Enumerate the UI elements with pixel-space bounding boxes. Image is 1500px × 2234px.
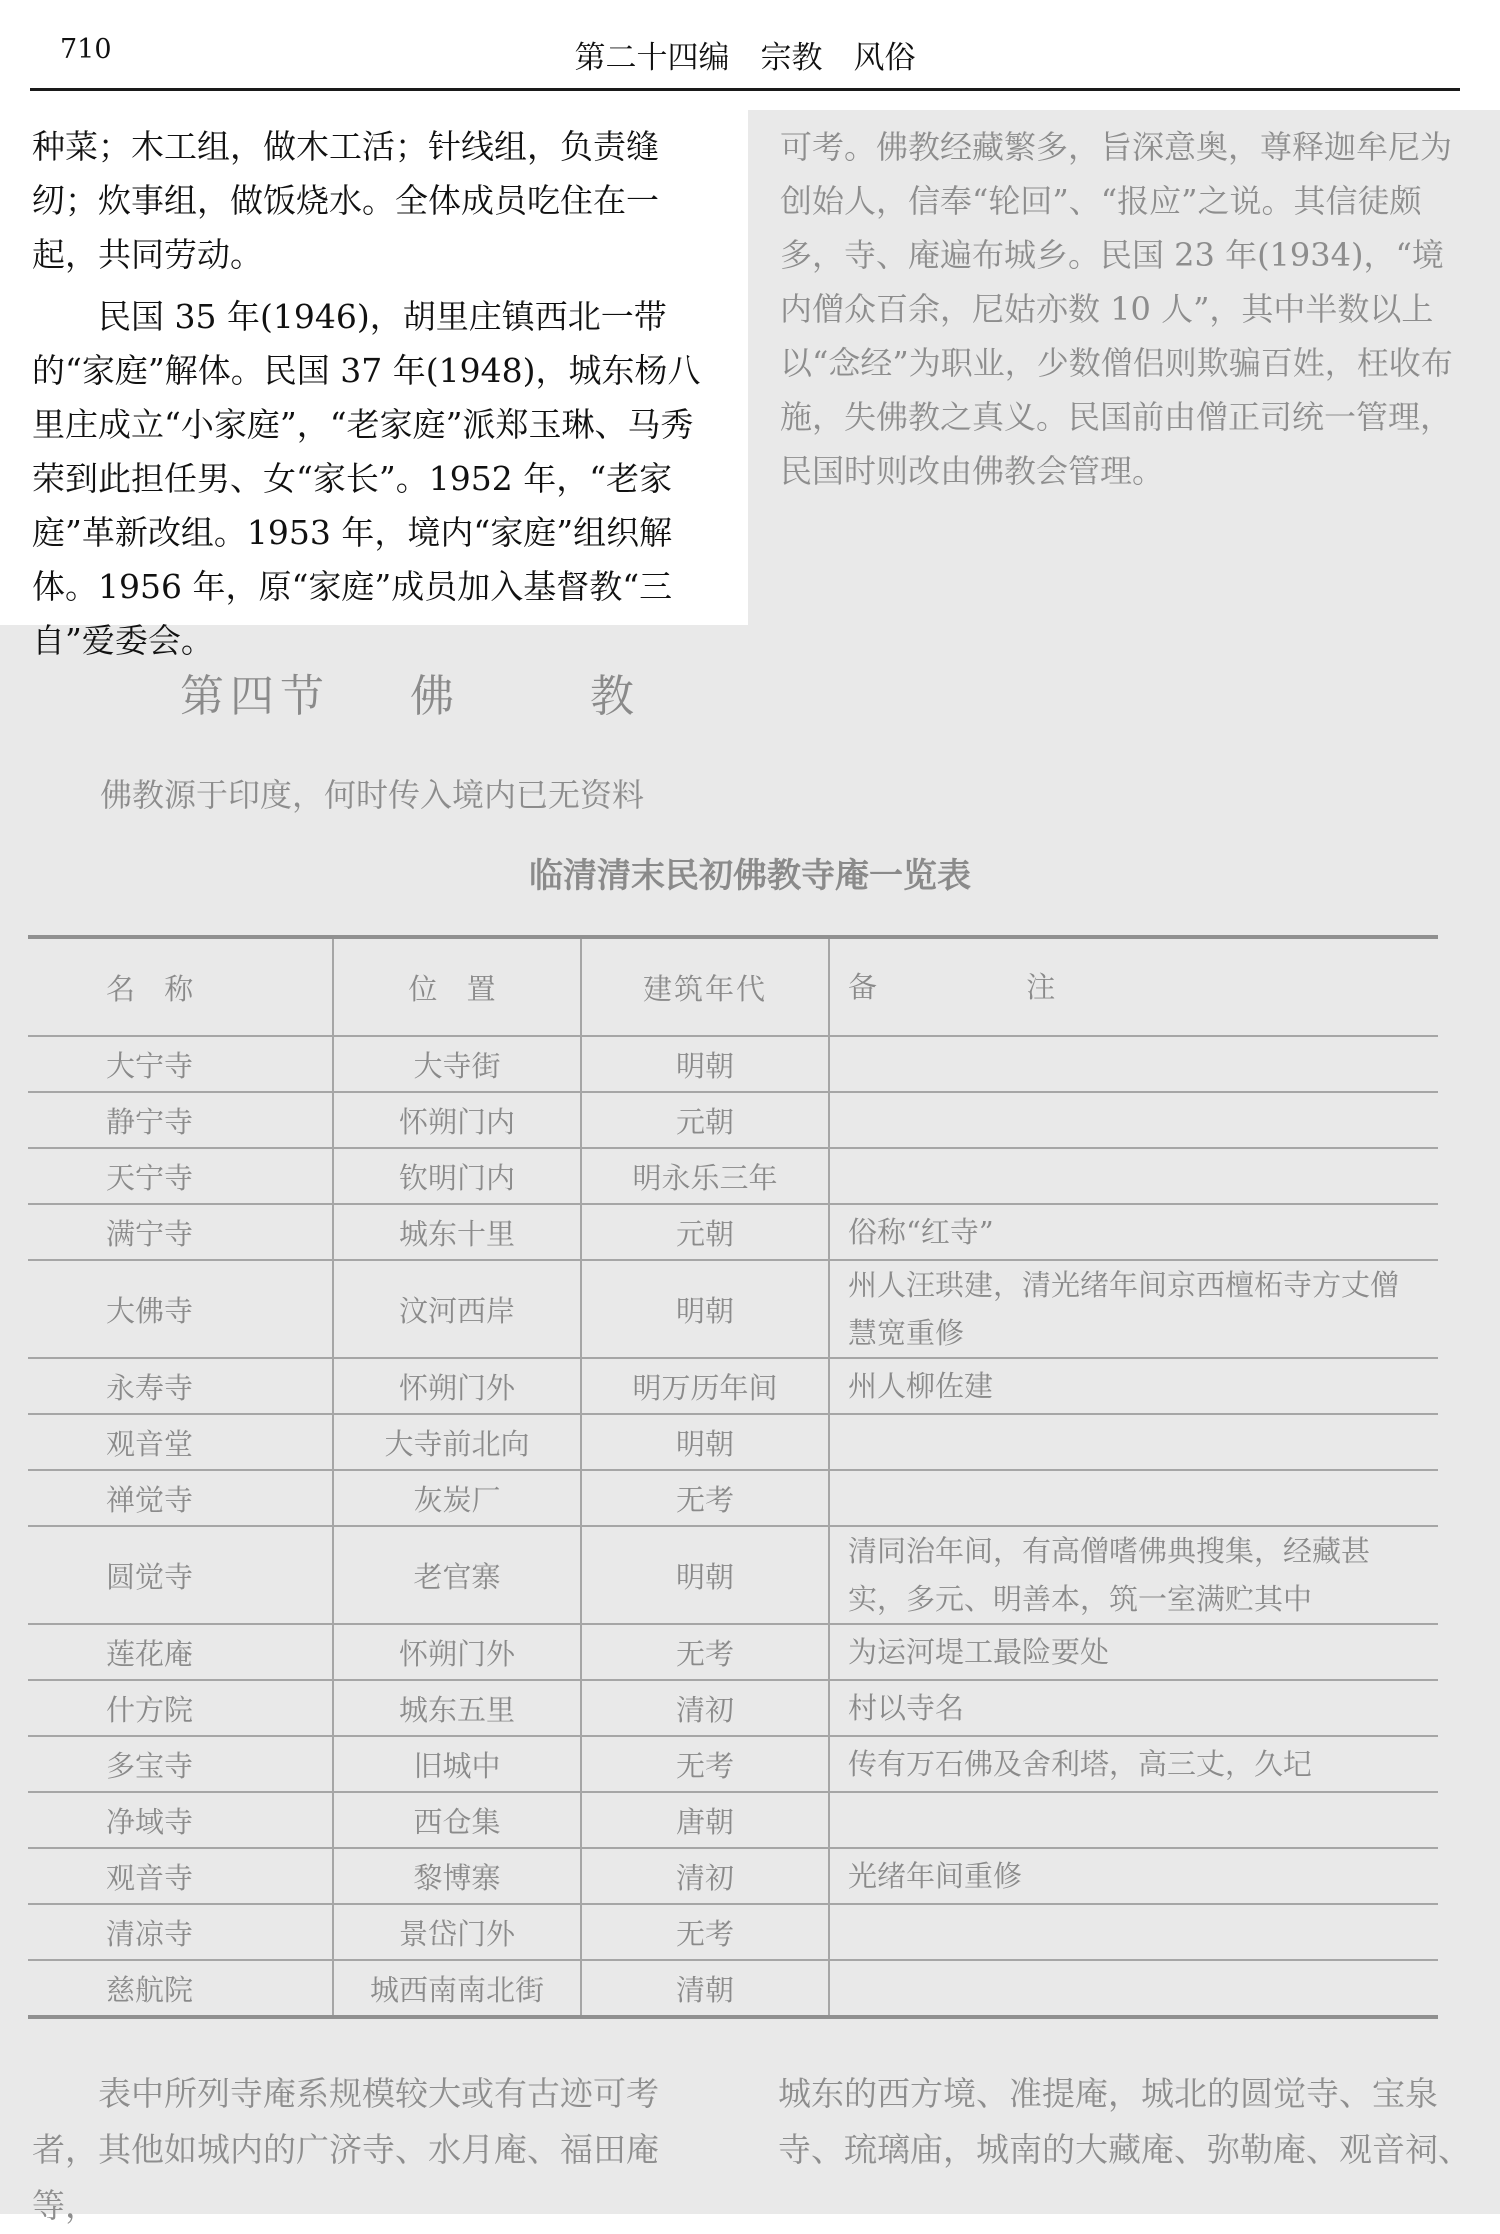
table-row xyxy=(28,1260,1438,1358)
column-header-location: 位 置 xyxy=(333,937,581,1036)
cell-location: 大寺街 xyxy=(333,1036,581,1092)
page-header xyxy=(30,30,1460,91)
cell-location: 老官寨 xyxy=(333,1526,581,1624)
cell-name: 什方院 xyxy=(28,1680,333,1736)
cell-note: 光绪年间重修 xyxy=(829,1848,1438,1904)
cell-note xyxy=(829,1092,1438,1148)
cell-note: 清同治年间，有高僧嗜佛典搜集，经藏甚实，多元、明善本，筑一室满贮其中 xyxy=(829,1526,1438,1624)
table-row xyxy=(28,1736,1438,1792)
cell-location: 景岱门外 xyxy=(333,1904,581,1960)
paragraph: 表中所列寺庵系规模较大或有古迹可考者，其他如城内的广济寺、水月庵、福田庵等， xyxy=(32,2074,659,2225)
cell-note: 为运河堤工最险要处 xyxy=(829,1624,1438,1680)
table-title: 临清清末民初佛教寺庵一览表 xyxy=(529,856,971,896)
cell-location: 城东十里 xyxy=(333,1204,581,1260)
cell-location: 城西南南北街 xyxy=(333,1960,581,2017)
cell-note xyxy=(829,1792,1438,1848)
running-title: 第二十四编 宗教 风俗 xyxy=(574,40,916,76)
cell-note xyxy=(829,1904,1438,1960)
page-number: 710 xyxy=(60,34,112,65)
column-header-note: 备 注 xyxy=(829,937,1438,1036)
cell-location: 黎博寨 xyxy=(333,1848,581,1904)
cell-name: 永寿寺 xyxy=(28,1358,333,1414)
cell-name: 大佛寺 xyxy=(28,1260,333,1358)
paragraph: 民国 35 年(1946)，胡里庄镇西北一带的“家庭”解体。民国 37 年(1948)，城东杨八里庄成立“小家庭”，“老家庭”派郑玉琳、马秀荣到此担任男、女“家长”。1952 年，“老家庭”革新改组。1953 年，境内“家庭”组织解体。1956 年，原“家庭”成员加入基督教“三自”爱委会。 xyxy=(32,297,701,660)
cell-name: 大宁寺 xyxy=(28,1036,333,1092)
cell-era: 元朝 xyxy=(581,1204,829,1260)
table-row xyxy=(28,1904,1438,1960)
cell-era: 明朝 xyxy=(581,1526,829,1624)
cell-era: 唐朝 xyxy=(581,1792,829,1848)
cell-era: 清初 xyxy=(581,1680,829,1736)
cell-note xyxy=(829,1470,1438,1526)
cell-era: 清朝 xyxy=(581,1960,829,2017)
left-column-text xyxy=(32,120,722,668)
cell-name: 多宝寺 xyxy=(28,1736,333,1792)
bottom-left-text xyxy=(32,2066,722,2234)
table-row xyxy=(28,1526,1438,1624)
cell-era: 无考 xyxy=(581,1736,829,1792)
cell-era: 无考 xyxy=(581,1904,829,1960)
cell-name: 莲花庵 xyxy=(28,1624,333,1680)
cell-era: 明永乐三年 xyxy=(581,1148,829,1204)
table-row xyxy=(28,1414,1438,1470)
cell-era: 无考 xyxy=(581,1470,829,1526)
cell-era: 清初 xyxy=(581,1848,829,1904)
cell-note xyxy=(829,1960,1438,2017)
table-row xyxy=(28,1358,1438,1414)
section-title-part: 佛 xyxy=(410,671,460,722)
table-row xyxy=(28,1848,1438,1904)
paragraph: 种菜；木工组，做木工活；针线组，负责缝纫；炊事组，做饭烧水。全体成员吃住在一起，共同劳动。 xyxy=(32,127,659,274)
cell-era: 无考 xyxy=(581,1624,829,1680)
cell-name: 慈航院 xyxy=(28,1960,333,2017)
cell-location: 怀朔门内 xyxy=(333,1092,581,1148)
cell-note: 村以寺名 xyxy=(829,1680,1438,1736)
right-column-text: 可考。佛教经藏繁多，旨深意奥，尊释迦牟尼为创始人，信奉“轮回”、“报应”之说。其信徒颇多，寺、庵遍布城乡。民国 23 年(1934)，“境内僧众百余，尼姑亦数 10 人”，其中半数以上以“念经”为职业，少数僧侣则欺骗百姓，枉收布施，失佛教之真义。民国前由僧正司统一管理，民国时则改由佛教会管理。 xyxy=(780,128,1453,490)
cell-note xyxy=(829,1148,1438,1204)
cell-name: 清凉寺 xyxy=(28,1904,333,1960)
cell-era: 明万历年间 xyxy=(581,1358,829,1414)
temple-table xyxy=(28,935,1438,2019)
cell-note: 州人汪珙建，清光绪年间京西檀柘寺方丈僧慧宽重修 xyxy=(829,1260,1438,1358)
bottom-right-text xyxy=(778,2066,1478,2178)
table-row xyxy=(28,1148,1438,1204)
table-row xyxy=(28,1624,1438,1680)
cell-name: 观音寺 xyxy=(28,1848,333,1904)
table-row xyxy=(28,1792,1438,1848)
cell-era: 元朝 xyxy=(581,1092,829,1148)
table-header-row xyxy=(28,937,1438,1036)
cell-name: 天宁寺 xyxy=(28,1148,333,1204)
cell-note xyxy=(829,1036,1438,1092)
cell-location: 大寺前北向 xyxy=(333,1414,581,1470)
cell-location: 怀朔门外 xyxy=(333,1624,581,1680)
cell-note: 州人柳佐建 xyxy=(829,1358,1438,1414)
cell-name: 圆觉寺 xyxy=(28,1526,333,1624)
column-header-era: 建筑年代 xyxy=(581,937,829,1036)
table-row xyxy=(28,1036,1438,1092)
section-heading xyxy=(180,660,640,724)
table-row xyxy=(28,1204,1438,1260)
cell-location: 城东五里 xyxy=(333,1680,581,1736)
paragraph: 城东的西方境、准提庵，城北的圆觉寺、宝泉寺、琉璃庙，城南的大藏庵、弥勒庵、观音祠、 xyxy=(778,2074,1471,2169)
cell-era: 明朝 xyxy=(581,1036,829,1092)
section-number: 第四节 xyxy=(180,671,330,722)
section-title-part: 教 xyxy=(590,671,640,722)
cell-name: 静宁寺 xyxy=(28,1092,333,1148)
cell-note: 俗称“红寺” xyxy=(829,1204,1438,1260)
table-row xyxy=(28,1680,1438,1736)
cell-name: 满宁寺 xyxy=(28,1204,333,1260)
cell-location: 汶河西岸 xyxy=(333,1260,581,1358)
cell-name: 禅觉寺 xyxy=(28,1470,333,1526)
cell-location: 怀朔门外 xyxy=(333,1358,581,1414)
table-row xyxy=(28,1092,1438,1148)
cell-era: 明朝 xyxy=(581,1260,829,1358)
cell-location: 西仓集 xyxy=(333,1792,581,1848)
cell-location: 钦明门内 xyxy=(333,1148,581,1204)
cell-name: 观音堂 xyxy=(28,1414,333,1470)
section-intro: 佛教源于印度，何时传入境内已无资料 xyxy=(100,776,645,814)
cell-name: 净域寺 xyxy=(28,1792,333,1848)
cell-era: 明朝 xyxy=(581,1414,829,1470)
column-header-name: 名 称 xyxy=(28,937,333,1036)
cell-location: 灰炭厂 xyxy=(333,1470,581,1526)
table-row xyxy=(28,1960,1438,2017)
table-row xyxy=(28,1470,1438,1526)
cell-note: 传有万石佛及舍利塔，高三丈，久圮 xyxy=(829,1736,1438,1792)
cell-note xyxy=(829,1414,1438,1470)
cell-location: 旧城中 xyxy=(333,1736,581,1792)
